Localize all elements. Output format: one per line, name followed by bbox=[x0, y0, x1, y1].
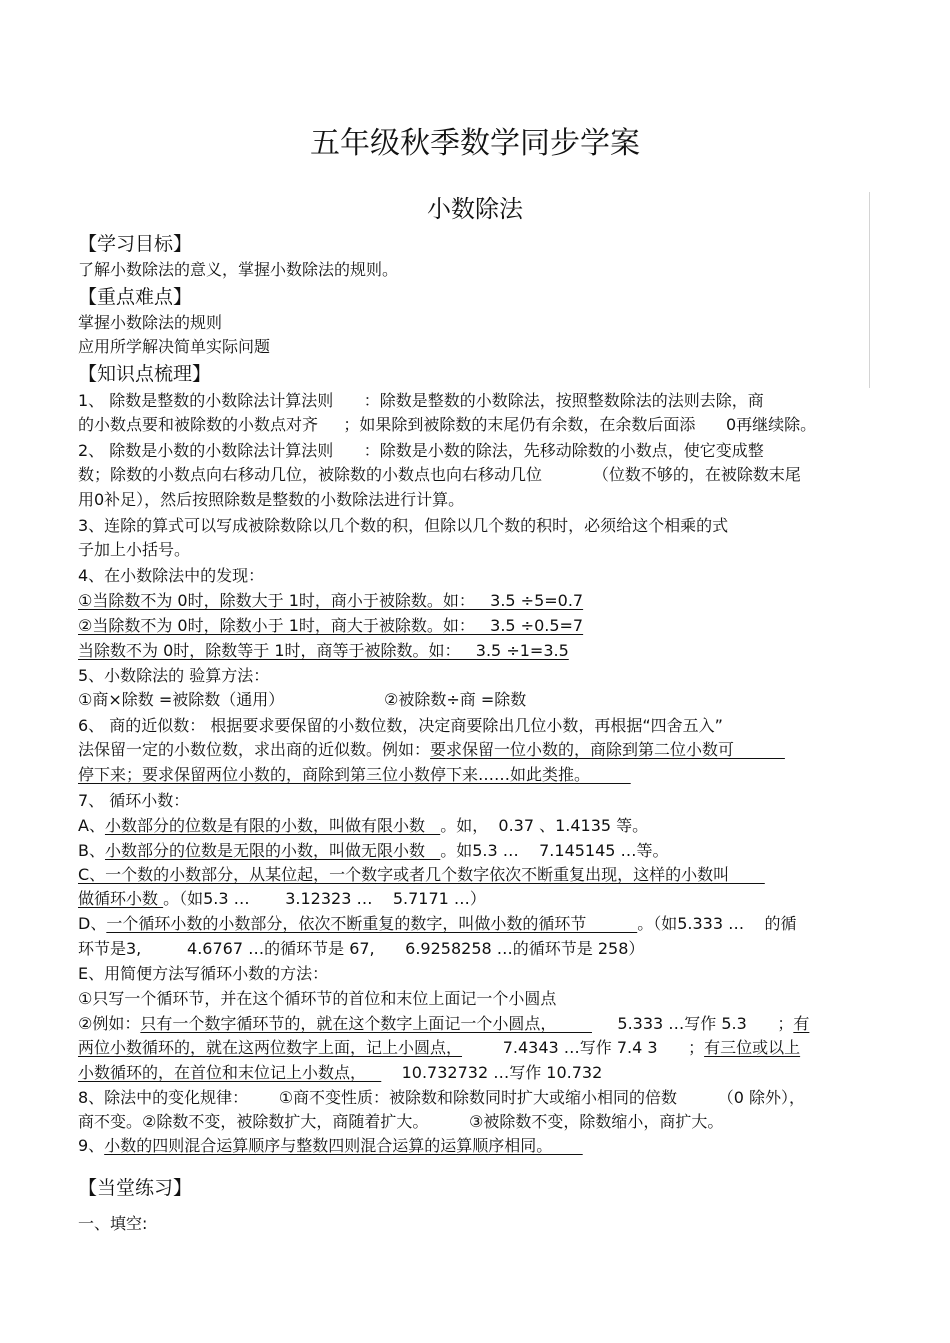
document-title: 五年级秋季数学同步学案 bbox=[310, 126, 640, 161]
example: 。（如5.3 … 3.12323 … 5.7171 …） bbox=[163, 889, 486, 908]
definition: 小数部分的位数是无限的小数，叫做无限小数 bbox=[104, 841, 441, 860]
rule-8-line: 商不变。②除数不变，被除数扩大，商随着扩大。 ③被除数不变，除数缩小，商扩大。 bbox=[78, 1112, 724, 1131]
rule-5-check: ②被除数÷商 =除数 bbox=[384, 690, 527, 709]
text: 7.4343 …写作 7.4 3 ； bbox=[462, 1038, 705, 1057]
rule-4-case: 当除数不为 0时，除数等于 1时，商等于被除数。如： 3.5 ÷1=3.5 bbox=[78, 641, 569, 660]
goals-text: 了解小数除法的意义，掌握小数除法的规则。 bbox=[78, 260, 399, 279]
rule-9-line bbox=[78, 1136, 583, 1156]
rule-7-item-c-cont bbox=[78, 889, 486, 909]
rule-6-line: 停下来；要求保留两位小数的，商除到第三位小数停下来……如此类推。 bbox=[78, 765, 631, 784]
text: ②例如： bbox=[78, 1014, 141, 1033]
rule-7-item-e-1: ①只写一个循环节，并在这个循环节的首位和末位上面记一个小圆点 bbox=[78, 989, 557, 1008]
rule-7-item-e-4 bbox=[78, 1063, 602, 1083]
exercise-heading: 一、填空: bbox=[78, 1214, 148, 1233]
rule-7-item-c: C、一个数的小数部分，从某位起，一个数字或者几个数字依次不断重复出现，这样的小数叫 bbox=[78, 865, 765, 884]
underlined: 有 bbox=[793, 1014, 810, 1033]
item-label: 9、 bbox=[78, 1136, 105, 1155]
item-label: B、 bbox=[78, 841, 105, 860]
rule-1-line: 1、 除数是整数的小数除法计算法则 ：除数是整数的小数除法，按照整数除法的法则去除，商 bbox=[78, 391, 764, 410]
definition: 小数部分的位数是有限的小数，叫做有限小数 bbox=[104, 816, 441, 835]
underlined: 有三位或以上 bbox=[704, 1038, 801, 1057]
rule-4-case: ②当除数不为 0时，除数小于 1时，商大于被除数。如： 3.5 ÷0.5=7 bbox=[78, 616, 584, 635]
rule-2-line: 用0补足），然后按照除数是整数的小数除法进行计算。 bbox=[78, 490, 465, 509]
rule-7-item-e: E、用简便方法写循环小数的方法： bbox=[78, 964, 329, 983]
definition: 一个循环小数的小数部分，依次不断重复的数字，叫做小数的循环节 bbox=[106, 914, 638, 933]
item-label: D、 bbox=[78, 914, 107, 933]
rule-5-heading: 5、小数除法的 验算方法： bbox=[78, 666, 270, 685]
rule-5-check: ①商×除数 =被除数（通用） bbox=[78, 690, 285, 709]
section-heading-knowledge: 【知识点梳理】 bbox=[78, 363, 212, 385]
rule-2-line: 数；除数的小数点向右移动几位，被除数的小数点也向右移动几位 （位数不够的，在被除数末尾 bbox=[78, 465, 801, 484]
definition: 小数的四则混合运算顺序与整数四则混合运算的运算顺序相同。 bbox=[104, 1136, 583, 1155]
underlined: 两位小数循环的，就在这两位数字上面，记上小圆点， bbox=[78, 1038, 463, 1057]
section-heading-key: 【重点难点】 bbox=[78, 286, 193, 308]
rule-7-item-b bbox=[78, 841, 669, 861]
rule-6-underlined: 要求保留一位小数的，商除到第二位小数可 bbox=[430, 740, 785, 759]
rule-7-item-a bbox=[78, 816, 648, 836]
example: 。如， 0.37 、1.4135 等。 bbox=[440, 816, 649, 835]
example: 。（如5.333 … 的循 bbox=[637, 914, 797, 933]
rule-1-line: 的小数点要和被除数的小数点对齐 ；如果除到被除数的末尾仍有余数，在余数后面添 0再继续除。 bbox=[78, 415, 817, 434]
underlined: 只有一个数字循环节的，就在这个数字上面记一个小圆点， bbox=[140, 1014, 592, 1033]
rule-7-item-e-2 bbox=[78, 1014, 809, 1034]
rule-3-line: 3、连除的算式可以写成被除数除以几个数的积，但除以几个数的积时，必须给这个相乘的式 bbox=[78, 516, 729, 535]
rule-7-item-e-3 bbox=[78, 1038, 800, 1058]
rule-3-line: 子加上小括号。 bbox=[78, 540, 191, 559]
key-point: 应用所学解决简单实际问题 bbox=[78, 337, 271, 356]
rule-7-heading: 7、 循环小数： bbox=[78, 791, 190, 810]
key-point: 掌握小数除法的规则 bbox=[78, 313, 223, 332]
definition: 做循环小数 bbox=[78, 889, 164, 908]
underlined: 小数循环的，在首位和末位记上小数点， bbox=[78, 1063, 382, 1082]
document-subtitle: 小数除法 bbox=[427, 195, 523, 223]
rule-7-item-d-cont: 环节是3, 4.6767 …的循环节是 67, 6.9258258 …的循环节是 258） bbox=[78, 939, 645, 958]
example: 。如5.3 … 7.145145 …等。 bbox=[440, 841, 669, 860]
section-heading-goals: 【学习目标】 bbox=[78, 233, 193, 255]
rule-6-line bbox=[78, 740, 785, 760]
rule-4-case: ①当除数不为 0时，除数大于 1时，商小于被除数。如： 3.5 ÷5=0.7 bbox=[78, 591, 584, 610]
item-label: A、 bbox=[78, 816, 105, 835]
rule-7-item-d bbox=[78, 914, 796, 934]
rule-6-line: 6、 商的近似数： 根据要求要保留的小数位数，决定商要除出几位小数，再根据“四舍五入” bbox=[78, 716, 723, 735]
text: 5.333 …写作 5.3 ； bbox=[591, 1014, 794, 1033]
rule-2-line: 2、 除数是小数的小数除法计算法则 ：除数是小数的除法，先移动除数的小数点，使它变成整 bbox=[78, 441, 764, 460]
text: 10.732732 …写作 10.732 bbox=[381, 1063, 603, 1082]
section-heading-practice: 【当堂练习】 bbox=[78, 1177, 193, 1199]
rule-4-heading: 4、在小数除法中的发现： bbox=[78, 566, 265, 585]
rule-6-text: 法保留一定的小数位数，求出商的近似数。例如： bbox=[78, 740, 431, 759]
rule-8-line: 8、除法中的变化规律： ①商不变性质：被除数和除数同时扩大或缩小相同的倍数 （0 除外）， bbox=[78, 1088, 805, 1107]
margin-line bbox=[869, 192, 870, 388]
